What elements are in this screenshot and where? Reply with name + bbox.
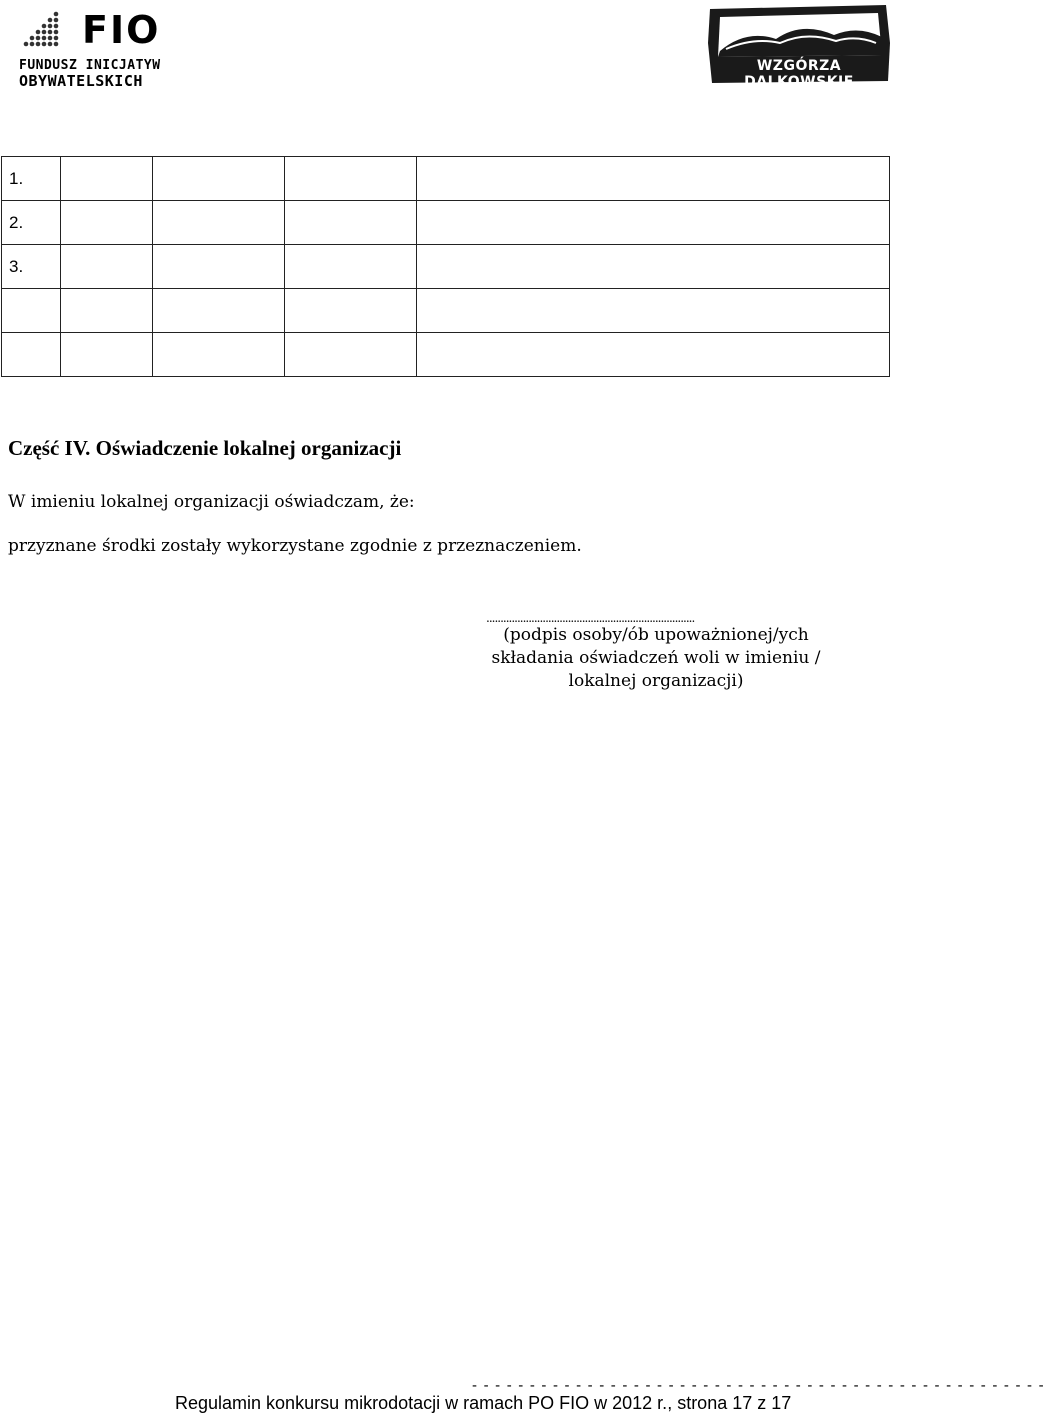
table-cell xyxy=(416,157,889,201)
footer-text: Regulamin konkursu mikrodotacji w ramach PO FIO w 2012 r., strona 17 z 17 xyxy=(175,1393,792,1413)
signature-caption-line2: składania oświadczeń woli w imieniu / xyxy=(491,648,821,668)
table-row xyxy=(2,245,890,289)
table-cell xyxy=(60,289,152,333)
table-cell: 3. xyxy=(2,245,61,289)
table-cell xyxy=(152,245,284,289)
table-row xyxy=(2,333,890,377)
table-row xyxy=(2,157,890,201)
fio-dots-icon xyxy=(16,8,76,52)
table-cell xyxy=(2,289,61,333)
table-cell: 1. xyxy=(2,157,61,201)
table-cell xyxy=(416,245,889,289)
signature-block xyxy=(456,612,856,693)
table-cell xyxy=(416,289,889,333)
fio-logo-line2: OBYWATELSKICH xyxy=(19,72,143,90)
statement-paragraph: przyznane środki zostały wykorzystane zgodnie z przeznaczeniem. xyxy=(8,536,582,556)
intro-paragraph: W imieniu lokalnej organizacji oświadczam, że: xyxy=(8,492,415,512)
table-cell xyxy=(152,333,284,377)
table-cell xyxy=(60,333,152,377)
table-row xyxy=(2,289,890,333)
table-row xyxy=(2,201,890,245)
entries-table xyxy=(1,156,890,377)
footer-rule: - - - - - - - - - - - - - - - - - - - - - - - - - - - - - - - - - - - - - - - - - - - - - - - - - - xyxy=(472,1377,1045,1394)
fio-logo-line1: FUNDUSZ INICJATYW xyxy=(19,58,161,73)
section-heading: Część IV. Oświadczenie lokalnej organizacji xyxy=(8,436,402,460)
table-cell xyxy=(284,289,416,333)
table-cell xyxy=(152,157,284,201)
signature-caption-line1: (podpis osoby/ób upoważnionej/ych xyxy=(503,625,809,645)
fio-logo xyxy=(14,6,184,90)
wzgorza-dalkowskie-logo xyxy=(706,3,892,90)
signature-line: .......................................................................... xyxy=(486,611,695,625)
wzgorza-dalkowskie-text: WZGÓRZA DALKOWSKIE xyxy=(744,58,854,90)
table-cell xyxy=(284,157,416,201)
table-cell xyxy=(60,201,152,245)
table-cell xyxy=(284,201,416,245)
table-cell xyxy=(152,201,284,245)
table-cell xyxy=(152,289,284,333)
table-cell xyxy=(284,245,416,289)
table-cell xyxy=(416,333,889,377)
fio-logo-word: FIO xyxy=(82,8,161,52)
table-cell xyxy=(60,245,152,289)
table-cell: 2. xyxy=(2,201,61,245)
table-cell xyxy=(60,157,152,201)
table-cell xyxy=(2,333,61,377)
signature-caption-line3: lokalnej organizacji) xyxy=(568,671,744,691)
table-cell xyxy=(284,333,416,377)
table-cell xyxy=(416,201,889,245)
